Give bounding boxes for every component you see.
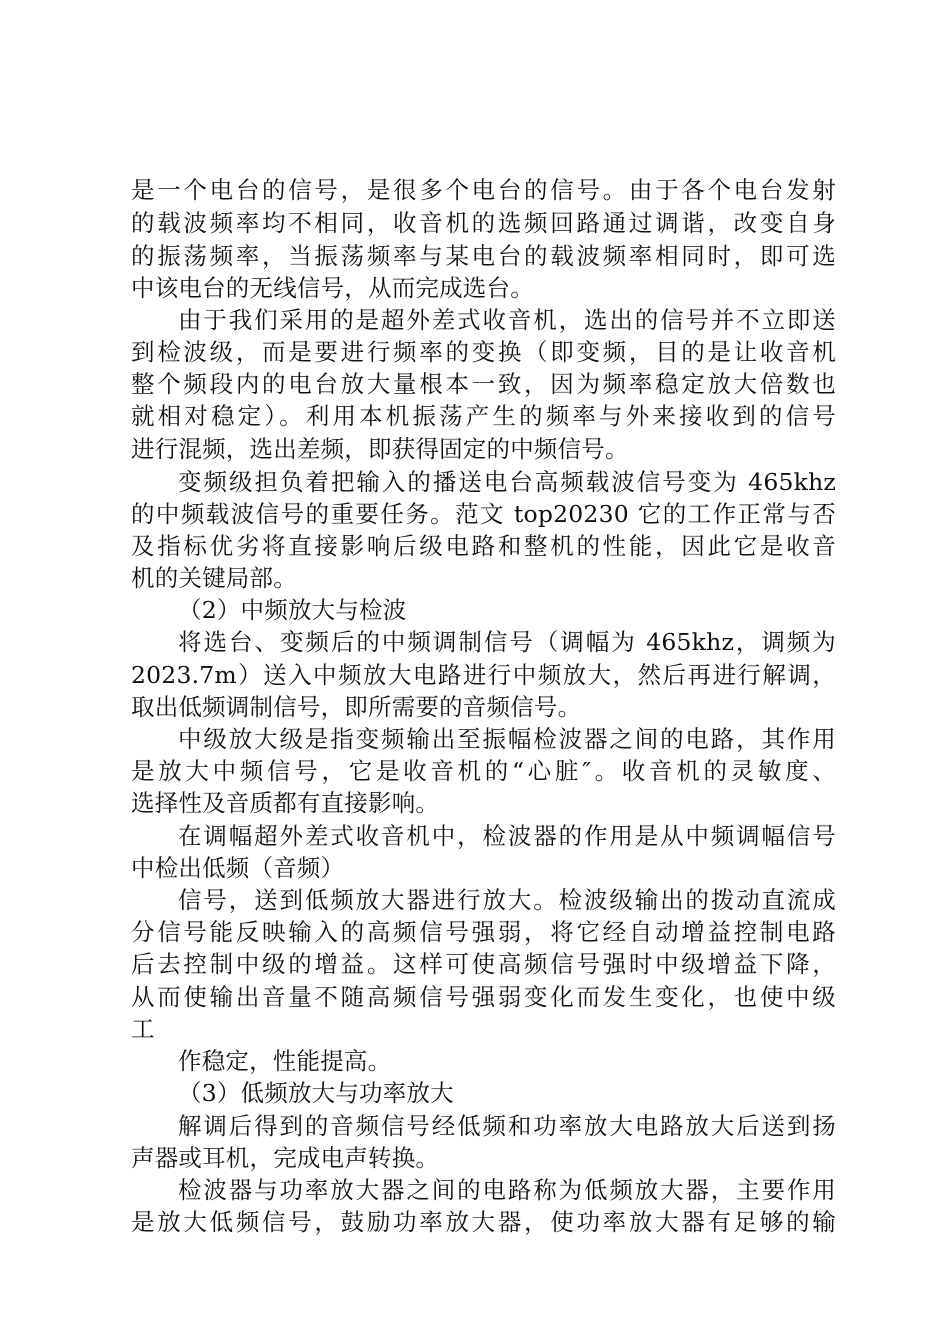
paragraph-start-line: 由于我们采用的是超外差式收音机，选出的信号并不立即送 bbox=[178, 306, 836, 334]
paragraph-start-line: 中级放大级是指变频输出至振幅检波器之间的电路，其作用 bbox=[178, 725, 836, 753]
text-line: 中该电台的无线信号，从而完成选台。 bbox=[131, 274, 534, 302]
paragraph-start-line: 信号，送到低频放大器进行放大。检波级输出的拨动直流成 bbox=[178, 886, 836, 914]
paragraph-start-line: 变频级担负着把输入的播送电台高频载波信号变为 465khz bbox=[178, 468, 836, 496]
text-line: 后去控制中级的增益。这样可使高频信号强时中级增益下降， bbox=[131, 950, 836, 978]
paragraph-start-line: 检波器与功率放大器之间的电路称为低频放大器，主要作用 bbox=[178, 1176, 836, 1204]
paragraph-start-line: 将选台、变频后的中频调制信号（调幅为 465khz，调频为 bbox=[178, 628, 836, 656]
text-line: 的载波频率均不相同，收音机的选频回路通过调谐，改变自身 bbox=[131, 209, 836, 237]
text-line: 工 bbox=[131, 1015, 155, 1043]
text-line: 的中频载波信号的重要任务。范文 top20230 它的工作正常与否 bbox=[131, 500, 836, 528]
text-line: 是放大中频信号，它是收音机的“心脏″。收音机的灵敏度、 bbox=[131, 757, 836, 785]
text-line: 及指标优劣将直接影响后级电路和整机的性能，因此它是收音 bbox=[131, 532, 836, 560]
text-line: 到检波级，而是要进行频率的变换（即变频，目的是让收音机 bbox=[131, 338, 836, 366]
text-line: 2023.7m）送入中频放大电路进行中频放大，然后再进行解调， bbox=[131, 661, 836, 689]
text-line: 声器或耳机，完成电声转换。 bbox=[131, 1144, 440, 1172]
paragraph-start-line: 解调后得到的音频信号经低频和功率放大电路放大后送到扬 bbox=[178, 1112, 836, 1140]
section-heading: （3）低频放大与功率放大 bbox=[178, 1079, 454, 1107]
paragraph-start-line: 在调幅超外差式收音机中，检波器的作用是从中频调幅信号 bbox=[178, 822, 836, 850]
text-line: 就相对稳定）。利用本机振荡产生的频率与外来接收到的信号 bbox=[131, 402, 836, 430]
text-line: 分信号能反映输入的高频信号强弱，将它经自动增益控制电路 bbox=[131, 918, 836, 946]
text-line: 从而使输出音量不随高频信号强弱变化而发生变化，也使中级 bbox=[131, 983, 836, 1011]
text-line: 的振荡频率，当振荡频率与某电台的载波频率相同时，即可选 bbox=[131, 242, 836, 270]
section-heading: （2）中频放大与检波 bbox=[178, 596, 407, 624]
text-line: 中检出低频（音频） bbox=[131, 854, 345, 882]
text-line: 是一个电台的信号，是很多个电台的信号。由于各个电台发射 bbox=[131, 176, 836, 204]
text-line: 是放大低频信号，鼓励功率放大器，使功率放大器有足够的输 bbox=[131, 1208, 836, 1236]
text-line: 取出低频调制信号，即所需要的音频信号。 bbox=[131, 693, 582, 721]
text-line: 作稳定，性能提高。 bbox=[178, 1047, 392, 1075]
text-line: 进行混频，选出差频，即获得固定的中频信号。 bbox=[131, 435, 629, 463]
text-line: 选择性及音质都有直接影响。 bbox=[131, 789, 440, 817]
text-line: 整个频段内的电台放大量根本一致，因为频率稳定放大倍数也 bbox=[131, 370, 836, 398]
text-line: 机的关键局部。 bbox=[131, 564, 297, 592]
